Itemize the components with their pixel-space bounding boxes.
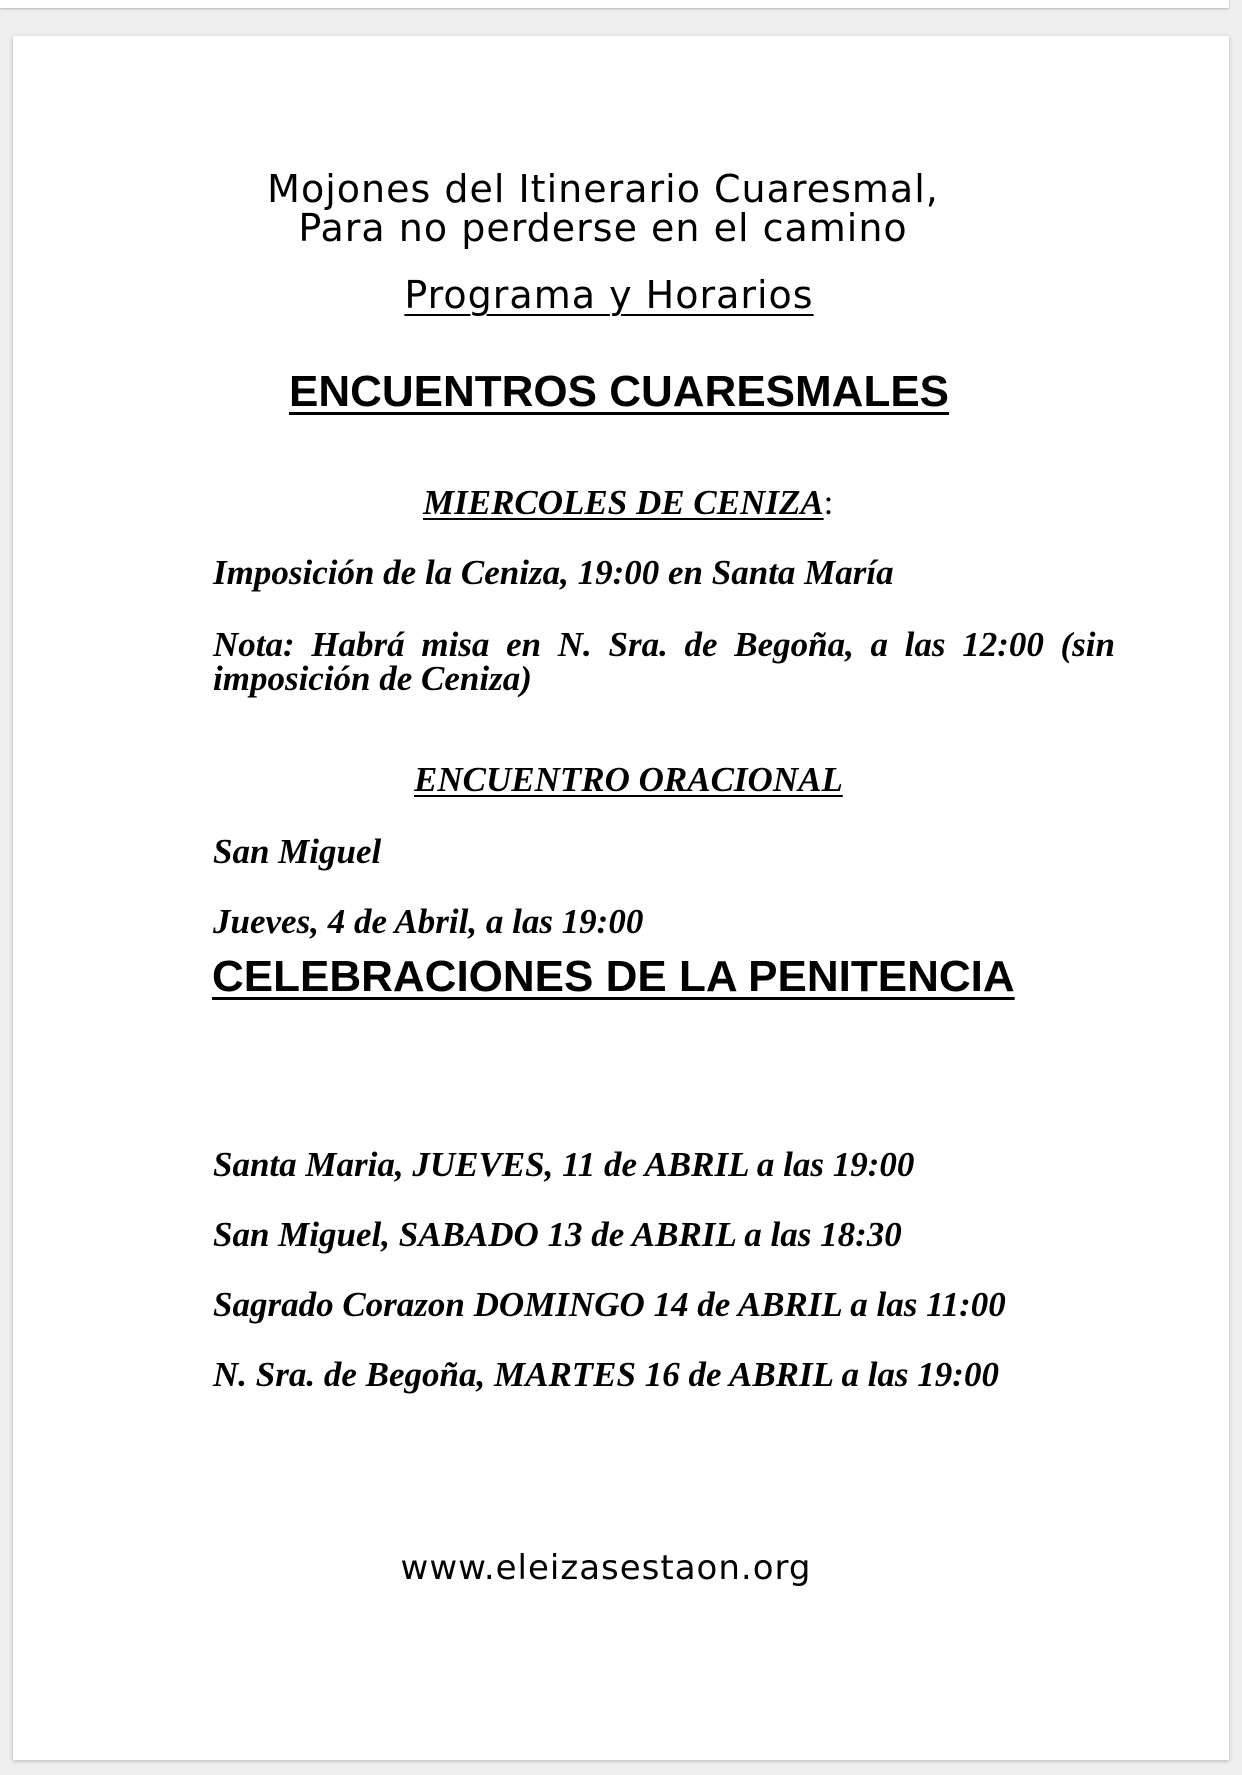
previous-page-edge [0, 0, 1229, 8]
penitencia-heading: CELEBRACIONES DE LA PENITENCIA [212, 952, 1015, 1001]
imposicion-line: Imposición de la Ceniza, 19:00 en Santa María [213, 553, 894, 592]
encuentros-heading: ENCUENTROS CUARESMALES [288, 367, 950, 416]
nota-paragraph: Nota: Habrá misa en N. Sra. de Begoña, a las 12:00 (sin imposición de Ceniza) [213, 625, 1115, 698]
penitencia-item: Santa Maria, JUEVES, 11 de ABRIL a las 19:00 [213, 1145, 915, 1184]
oracional-date: Jueves, 4 de Abril, a las 19:00 [213, 902, 644, 941]
penitencia-item: San Miguel, SABADO 13 de ABRIL a las 18:30 [213, 1215, 902, 1254]
subtitle [1, 272, 1217, 318]
penitencia-item: Sagrado Corazon DOMINGO 14 de ABRIL a las 11:00 [213, 1285, 1006, 1324]
website-url: www.eleizasestaon.org [400, 1548, 812, 1588]
subtitle-text: Programa y Horarios [404, 273, 814, 317]
oracional-heading-text: ENCUENTRO ORACIONAL [414, 760, 843, 799]
miercoles-heading [423, 483, 833, 523]
document-page [13, 36, 1229, 1760]
miercoles-heading-text: MIERCOLES DE CENIZA [423, 483, 824, 522]
miercoles-heading-colon: : [823, 483, 834, 522]
oracional-heading [414, 760, 843, 800]
title-line-1: Mojones del Itinerario Cuaresmal, [267, 167, 939, 211]
penitencia-item: N. Sra. de Begoña, MARTES 16 de ABRIL a las 19:00 [213, 1355, 999, 1394]
title-line-2: Para no perderse en el camino [298, 206, 908, 250]
oracional-place: San Miguel [213, 832, 382, 871]
